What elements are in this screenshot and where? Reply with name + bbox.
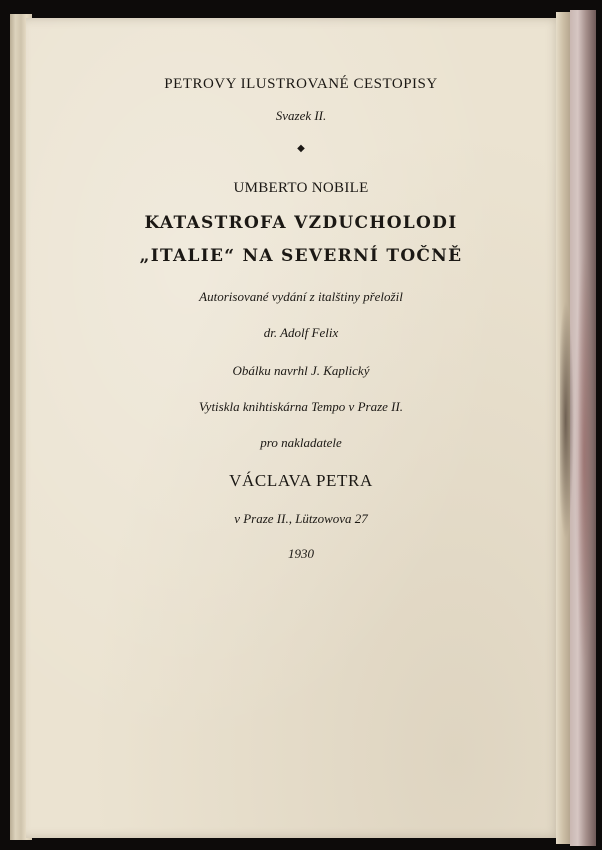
author-name: UMBERTO NOBILE — [233, 180, 369, 196]
cover-stain — [575, 250, 593, 670]
book-title-line-1: KATASTROFA VZDUCHOLODI — [144, 213, 458, 233]
publisher-name: VÁCLAVA PETRA — [229, 471, 373, 490]
title-page-paper — [26, 18, 562, 838]
cover-designer: Obálku navrhl J. Kaplický — [232, 363, 370, 378]
translation-note: Autorisované vydání z italštiny přeložil — [199, 289, 403, 304]
translator-name: dr. Adolf Felix — [263, 325, 339, 340]
printer-credit: Vytiskla knihtiskárna Tempo v Praze II. — [198, 399, 404, 414]
publisher-address: v Praze II., Lützowova 27 — [234, 511, 368, 526]
volume-number: Svazek II. — [275, 108, 327, 123]
for-publisher-label: pro nakladatele — [260, 435, 342, 450]
publication-year: 1930 — [288, 546, 314, 561]
diamond-ornament-icon: ◆ — [297, 143, 305, 154]
series-title: PETROVY ILUSTROVANÉ CESTOPISY — [164, 76, 438, 92]
book-title-line-2: „ITALIE“ NA SEVERNÍ TOČNĚ — [139, 246, 463, 266]
